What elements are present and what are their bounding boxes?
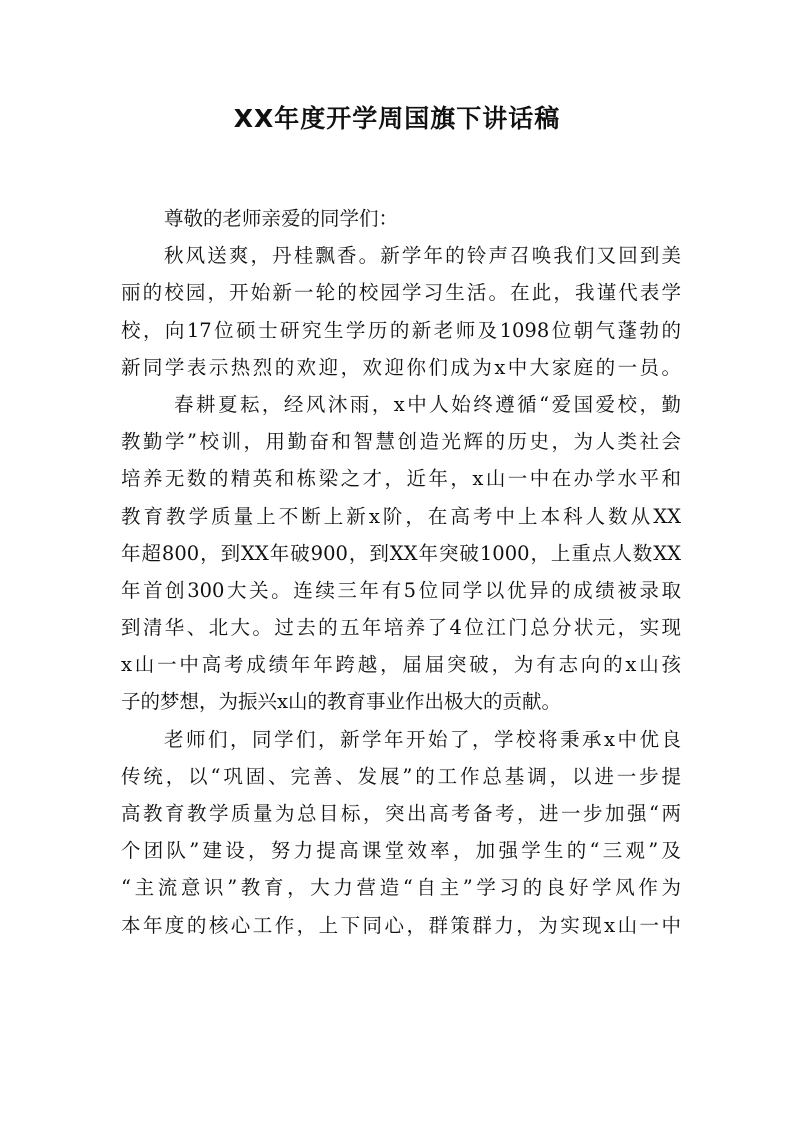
paragraph-line: x山一中高考成绩年年跨越，届届突破，为有志向的x山孩 <box>121 653 681 677</box>
paragraph-line: 教勤学”校训，用勤奋和智慧创造光辉的历史，为人类社会 <box>121 430 681 454</box>
paragraph-line: 春耕夏耘，经风沐雨，x中人始终遵循“爱国爱校，勤 <box>174 392 681 416</box>
paragraph-line: 个团队”建设，努力提高课堂效率，加强学生的“三观”及 <box>121 839 681 863</box>
paragraph-line: 秋风送爽，丹桂飘香。新学年的铃声召唤我们又回到美 <box>164 244 681 268</box>
paragraph-line: 年超800，到XX年破900，到XX年突破1000，上重点人数XX <box>121 541 681 565</box>
paragraph-line: 新同学表示热烈的欢迎，欢迎你们成为x中大家庭的一员。 <box>121 355 681 379</box>
paragraph-line: 校，向17位硕士研究生学历的新老师及1098位朝气蓬勃的 <box>121 318 681 342</box>
paragraph-line: 培养无数的精英和栋梁之才，近年，x山一中在办学水平和 <box>121 467 681 491</box>
document-title: XX年度开学周国旗下讲话稿 <box>233 104 561 133</box>
document-body <box>121 200 681 944</box>
salutation-line: 尊敬的老师亲爱的同学们： <box>164 207 399 230</box>
paragraph-line: 丽的校园，开始新一轮的校园学习生活。在此，我谨代表学 <box>121 281 681 305</box>
paragraph-line: 到清华、北大。过去的五年培养了4位江门总分状元，实现 <box>121 616 681 640</box>
paragraph-line: 教育教学质量上不断上新x阶，在高考中上本科人数从XX <box>121 504 681 528</box>
paragraph-line: 本年度的核心工作，上下同心，群策群力，为实现x山一中 <box>121 913 681 937</box>
paragraph-line: 老师们，同学们，新学年开始了，学校将秉承x中优良 <box>164 727 681 751</box>
paragraph-line: 传统，以“巩固、完善、发展”的工作总基调，以进一步提 <box>121 764 681 788</box>
paragraph-line: 年首创300大关。连续三年有5位同学以优异的成绩被录取 <box>121 578 681 602</box>
paragraph-line: 高教育教学质量为总目标，突出高考备考，进一步加强“两 <box>121 802 681 825</box>
paragraph-line: “主流意识”教育，大力营造“自主”学习的良好学风作为 <box>121 876 681 900</box>
paragraph-line: 子的梦想，为振兴x山的教育事业作出极大的贡献。 <box>121 690 561 714</box>
